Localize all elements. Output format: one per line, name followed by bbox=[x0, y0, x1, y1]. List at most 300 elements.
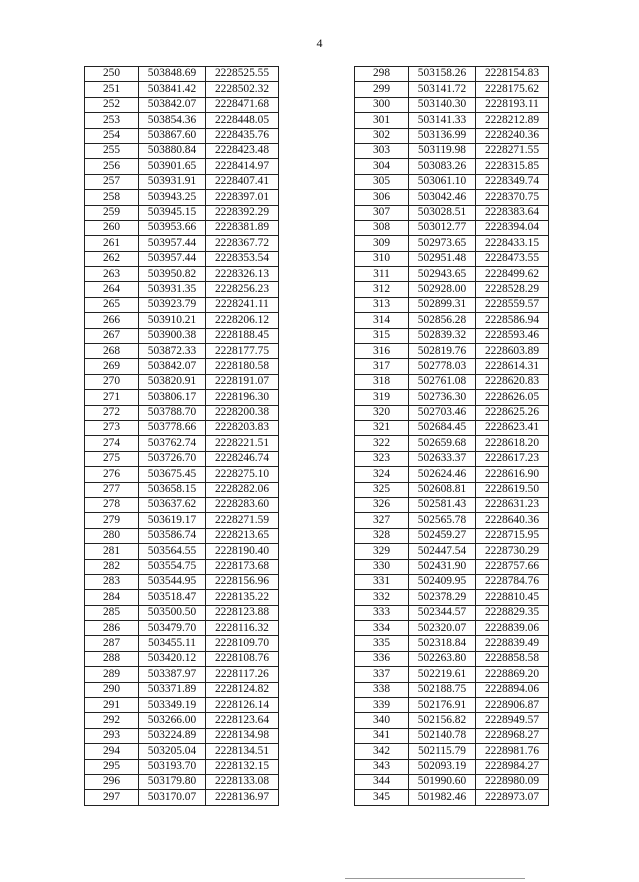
y-coordinate-cell: 2228839.49 bbox=[476, 636, 549, 651]
table-row bbox=[85, 667, 279, 682]
x-coordinate-cell: 503953.66 bbox=[139, 220, 206, 235]
x-coordinate-cell: 502839.32 bbox=[409, 328, 476, 343]
x-coordinate-cell: 502633.37 bbox=[409, 451, 476, 466]
point-number-cell: 253 bbox=[85, 113, 139, 128]
table-row bbox=[355, 190, 549, 205]
x-coordinate-cell: 502156.82 bbox=[409, 713, 476, 728]
x-coordinate-cell: 503854.36 bbox=[139, 113, 206, 128]
y-coordinate-cell: 2228980.09 bbox=[476, 774, 549, 789]
x-coordinate-cell: 502778.03 bbox=[409, 359, 476, 374]
table-row bbox=[355, 97, 549, 112]
point-number-cell: 271 bbox=[85, 390, 139, 405]
point-number-cell: 287 bbox=[85, 636, 139, 651]
x-coordinate-cell: 503083.26 bbox=[409, 159, 476, 174]
point-number-cell: 263 bbox=[85, 267, 139, 282]
point-number-cell: 255 bbox=[85, 143, 139, 158]
x-coordinate-cell: 502761.08 bbox=[409, 374, 476, 389]
table-row bbox=[85, 698, 279, 713]
y-coordinate-cell: 2228108.76 bbox=[206, 651, 279, 666]
table-row bbox=[355, 220, 549, 235]
table-row bbox=[355, 436, 549, 451]
point-number-cell: 314 bbox=[355, 313, 409, 328]
x-coordinate-cell: 502659.68 bbox=[409, 436, 476, 451]
point-number-cell: 328 bbox=[355, 528, 409, 543]
y-coordinate-cell: 2228603.89 bbox=[476, 344, 549, 359]
table-row bbox=[355, 544, 549, 559]
x-coordinate-cell: 503224.89 bbox=[139, 728, 206, 743]
y-coordinate-cell: 2228858.58 bbox=[476, 651, 549, 666]
y-coordinate-cell: 2228829.35 bbox=[476, 605, 549, 620]
x-coordinate-cell: 502951.48 bbox=[409, 251, 476, 266]
point-number-cell: 340 bbox=[355, 713, 409, 728]
table-row bbox=[355, 713, 549, 728]
x-coordinate-cell: 502431.90 bbox=[409, 559, 476, 574]
x-coordinate-cell: 502320.07 bbox=[409, 621, 476, 636]
y-coordinate-cell: 2228109.70 bbox=[206, 636, 279, 651]
x-coordinate-cell: 503420.12 bbox=[139, 651, 206, 666]
y-coordinate-cell: 2228984.27 bbox=[476, 759, 549, 774]
point-number-cell: 258 bbox=[85, 190, 139, 205]
y-coordinate-cell: 2228116.32 bbox=[206, 621, 279, 636]
point-number-cell: 334 bbox=[355, 621, 409, 636]
x-coordinate-cell: 501982.46 bbox=[409, 790, 476, 805]
point-number-cell: 342 bbox=[355, 744, 409, 759]
y-coordinate-cell: 2228906.87 bbox=[476, 698, 549, 713]
table-row bbox=[85, 359, 279, 374]
point-number-cell: 329 bbox=[355, 544, 409, 559]
point-number-cell: 321 bbox=[355, 420, 409, 435]
table-row bbox=[355, 359, 549, 374]
coordinates-table-left bbox=[84, 66, 279, 806]
x-coordinate-cell: 502943.65 bbox=[409, 267, 476, 282]
table-row bbox=[85, 728, 279, 743]
table-row bbox=[355, 559, 549, 574]
table-row bbox=[85, 482, 279, 497]
y-coordinate-cell: 2228282.06 bbox=[206, 482, 279, 497]
y-coordinate-cell: 2228810.45 bbox=[476, 590, 549, 605]
point-number-cell: 262 bbox=[85, 251, 139, 266]
y-coordinate-cell: 2228618.20 bbox=[476, 436, 549, 451]
x-coordinate-cell: 502409.95 bbox=[409, 574, 476, 589]
table-row bbox=[355, 698, 549, 713]
x-coordinate-cell: 502219.61 bbox=[409, 667, 476, 682]
table-row bbox=[85, 174, 279, 189]
table-row bbox=[85, 405, 279, 420]
x-coordinate-cell: 501990.60 bbox=[409, 774, 476, 789]
x-coordinate-cell: 503266.00 bbox=[139, 713, 206, 728]
table-row bbox=[355, 236, 549, 251]
point-number-cell: 309 bbox=[355, 236, 409, 251]
x-coordinate-cell: 503658.15 bbox=[139, 482, 206, 497]
table-row bbox=[85, 559, 279, 574]
point-number-cell: 311 bbox=[355, 267, 409, 282]
point-number-cell: 285 bbox=[85, 605, 139, 620]
point-number-cell: 277 bbox=[85, 482, 139, 497]
y-coordinate-cell: 2228869.20 bbox=[476, 667, 549, 682]
point-number-cell: 272 bbox=[85, 405, 139, 420]
y-coordinate-cell: 2228196.30 bbox=[206, 390, 279, 405]
table-row bbox=[355, 790, 549, 805]
x-coordinate-cell: 503945.15 bbox=[139, 205, 206, 220]
x-coordinate-cell: 503500.50 bbox=[139, 605, 206, 620]
y-coordinate-cell: 2228126.14 bbox=[206, 698, 279, 713]
y-coordinate-cell: 2228981.76 bbox=[476, 744, 549, 759]
table-row bbox=[85, 713, 279, 728]
point-number-cell: 261 bbox=[85, 236, 139, 251]
x-coordinate-cell: 503387.97 bbox=[139, 667, 206, 682]
table-row bbox=[85, 544, 279, 559]
table-row bbox=[85, 67, 279, 82]
table-row bbox=[85, 297, 279, 312]
x-coordinate-cell: 503371.89 bbox=[139, 682, 206, 697]
point-number-cell: 291 bbox=[85, 698, 139, 713]
x-coordinate-cell: 503193.70 bbox=[139, 759, 206, 774]
coordinates-table-right bbox=[354, 66, 549, 806]
y-coordinate-cell: 2228617.23 bbox=[476, 451, 549, 466]
x-coordinate-cell: 502176.91 bbox=[409, 698, 476, 713]
table-row bbox=[85, 774, 279, 789]
y-coordinate-cell: 2228353.54 bbox=[206, 251, 279, 266]
x-coordinate-cell: 503479.70 bbox=[139, 621, 206, 636]
point-number-cell: 269 bbox=[85, 359, 139, 374]
table-row bbox=[85, 97, 279, 112]
point-number-cell: 278 bbox=[85, 497, 139, 512]
x-coordinate-cell: 503923.79 bbox=[139, 297, 206, 312]
y-coordinate-cell: 2228246.74 bbox=[206, 451, 279, 466]
table-row bbox=[355, 67, 549, 82]
point-number-cell: 284 bbox=[85, 590, 139, 605]
point-number-cell: 274 bbox=[85, 436, 139, 451]
y-coordinate-cell: 2228193.11 bbox=[476, 97, 549, 112]
y-coordinate-cell: 2228271.59 bbox=[206, 513, 279, 528]
point-number-cell: 315 bbox=[355, 328, 409, 343]
x-coordinate-cell: 502736.30 bbox=[409, 390, 476, 405]
x-coordinate-cell: 502899.31 bbox=[409, 297, 476, 312]
point-number-cell: 323 bbox=[355, 451, 409, 466]
y-coordinate-cell: 2228730.29 bbox=[476, 544, 549, 559]
table-row bbox=[85, 159, 279, 174]
x-coordinate-cell: 503140.30 bbox=[409, 97, 476, 112]
y-coordinate-cell: 2228435.76 bbox=[206, 128, 279, 143]
y-coordinate-cell: 2228623.41 bbox=[476, 420, 549, 435]
point-number-cell: 265 bbox=[85, 297, 139, 312]
y-coordinate-cell: 2228626.05 bbox=[476, 390, 549, 405]
point-number-cell: 273 bbox=[85, 420, 139, 435]
point-number-cell: 338 bbox=[355, 682, 409, 697]
y-coordinate-cell: 2228136.97 bbox=[206, 790, 279, 805]
table-row bbox=[85, 528, 279, 543]
y-coordinate-cell: 2228367.72 bbox=[206, 236, 279, 251]
point-number-cell: 317 bbox=[355, 359, 409, 374]
point-number-cell: 286 bbox=[85, 621, 139, 636]
table-row bbox=[355, 574, 549, 589]
table-row bbox=[85, 267, 279, 282]
y-coordinate-cell: 2228240.36 bbox=[476, 128, 549, 143]
point-number-cell: 298 bbox=[355, 67, 409, 82]
x-coordinate-cell: 502581.43 bbox=[409, 497, 476, 512]
point-number-cell: 312 bbox=[355, 282, 409, 297]
y-coordinate-cell: 2228525.55 bbox=[206, 67, 279, 82]
y-coordinate-cell: 2228124.82 bbox=[206, 682, 279, 697]
table-row bbox=[355, 528, 549, 543]
table-row bbox=[355, 405, 549, 420]
x-coordinate-cell: 503910.21 bbox=[139, 313, 206, 328]
point-number-cell: 310 bbox=[355, 251, 409, 266]
y-coordinate-cell: 2228625.26 bbox=[476, 405, 549, 420]
point-number-cell: 301 bbox=[355, 113, 409, 128]
y-coordinate-cell: 2228619.50 bbox=[476, 482, 549, 497]
x-coordinate-cell: 503554.75 bbox=[139, 559, 206, 574]
point-number-cell: 292 bbox=[85, 713, 139, 728]
point-number-cell: 339 bbox=[355, 698, 409, 713]
x-coordinate-cell: 503179.80 bbox=[139, 774, 206, 789]
table-row bbox=[355, 667, 549, 682]
y-coordinate-cell: 2228614.31 bbox=[476, 359, 549, 374]
point-number-cell: 333 bbox=[355, 605, 409, 620]
table-row bbox=[355, 205, 549, 220]
table-row bbox=[355, 513, 549, 528]
x-coordinate-cell: 503950.82 bbox=[139, 267, 206, 282]
point-number-cell: 282 bbox=[85, 559, 139, 574]
x-coordinate-cell: 503119.98 bbox=[409, 143, 476, 158]
y-coordinate-cell: 2228221.51 bbox=[206, 436, 279, 451]
x-coordinate-cell: 503141.33 bbox=[409, 113, 476, 128]
x-coordinate-cell: 502140.78 bbox=[409, 728, 476, 743]
point-number-cell: 307 bbox=[355, 205, 409, 220]
y-coordinate-cell: 2228134.98 bbox=[206, 728, 279, 743]
x-coordinate-cell: 503205.04 bbox=[139, 744, 206, 759]
table-row bbox=[85, 420, 279, 435]
point-number-cell: 325 bbox=[355, 482, 409, 497]
point-number-cell: 267 bbox=[85, 328, 139, 343]
table-row bbox=[85, 467, 279, 482]
y-coordinate-cell: 2228123.64 bbox=[206, 713, 279, 728]
table-row bbox=[355, 251, 549, 266]
y-coordinate-cell: 2228133.08 bbox=[206, 774, 279, 789]
table-row bbox=[355, 774, 549, 789]
x-coordinate-cell: 502093.19 bbox=[409, 759, 476, 774]
table-row bbox=[355, 297, 549, 312]
y-coordinate-cell: 2228315.85 bbox=[476, 159, 549, 174]
point-number-cell: 268 bbox=[85, 344, 139, 359]
y-coordinate-cell: 2228593.46 bbox=[476, 328, 549, 343]
y-coordinate-cell: 2228123.88 bbox=[206, 605, 279, 620]
bottom-rule bbox=[345, 878, 525, 879]
x-coordinate-cell: 502318.84 bbox=[409, 636, 476, 651]
table-row bbox=[85, 621, 279, 636]
table-row bbox=[85, 220, 279, 235]
y-coordinate-cell: 2228275.10 bbox=[206, 467, 279, 482]
table-row bbox=[85, 513, 279, 528]
y-coordinate-cell: 2228213.65 bbox=[206, 528, 279, 543]
x-coordinate-cell: 503762.74 bbox=[139, 436, 206, 451]
point-number-cell: 288 bbox=[85, 651, 139, 666]
x-coordinate-cell: 503726.70 bbox=[139, 451, 206, 466]
y-coordinate-cell: 2228370.75 bbox=[476, 190, 549, 205]
y-coordinate-cell: 2228173.68 bbox=[206, 559, 279, 574]
point-number-cell: 305 bbox=[355, 174, 409, 189]
x-coordinate-cell: 503931.35 bbox=[139, 282, 206, 297]
table-row bbox=[355, 82, 549, 97]
y-coordinate-cell: 2228200.38 bbox=[206, 405, 279, 420]
table-row bbox=[355, 590, 549, 605]
y-coordinate-cell: 2228188.45 bbox=[206, 328, 279, 343]
y-coordinate-cell: 2228394.04 bbox=[476, 220, 549, 235]
point-number-cell: 337 bbox=[355, 667, 409, 682]
table-row bbox=[355, 605, 549, 620]
table-row bbox=[85, 574, 279, 589]
table-row bbox=[355, 420, 549, 435]
y-coordinate-cell: 2228784.76 bbox=[476, 574, 549, 589]
point-number-cell: 259 bbox=[85, 205, 139, 220]
x-coordinate-cell: 503778.66 bbox=[139, 420, 206, 435]
y-coordinate-cell: 2228502.32 bbox=[206, 82, 279, 97]
x-coordinate-cell: 502459.27 bbox=[409, 528, 476, 543]
table-row bbox=[85, 282, 279, 297]
x-coordinate-cell: 502856.28 bbox=[409, 313, 476, 328]
x-coordinate-cell: 503518.47 bbox=[139, 590, 206, 605]
point-number-cell: 257 bbox=[85, 174, 139, 189]
point-number-cell: 302 bbox=[355, 128, 409, 143]
y-coordinate-cell: 2228757.66 bbox=[476, 559, 549, 574]
table-row bbox=[355, 159, 549, 174]
y-coordinate-cell: 2228156.96 bbox=[206, 574, 279, 589]
point-number-cell: 316 bbox=[355, 344, 409, 359]
y-coordinate-cell: 2228241.11 bbox=[206, 297, 279, 312]
x-coordinate-cell: 503637.62 bbox=[139, 497, 206, 512]
x-coordinate-cell: 503042.46 bbox=[409, 190, 476, 205]
point-number-cell: 306 bbox=[355, 190, 409, 205]
table-row bbox=[355, 451, 549, 466]
y-coordinate-cell: 2228433.15 bbox=[476, 236, 549, 251]
table-row bbox=[85, 451, 279, 466]
table-row bbox=[85, 113, 279, 128]
table-row bbox=[85, 759, 279, 774]
point-number-cell: 295 bbox=[85, 759, 139, 774]
y-coordinate-cell: 2228473.55 bbox=[476, 251, 549, 266]
point-number-cell: 290 bbox=[85, 682, 139, 697]
x-coordinate-cell: 503136.99 bbox=[409, 128, 476, 143]
x-coordinate-cell: 503820.91 bbox=[139, 374, 206, 389]
point-number-cell: 254 bbox=[85, 128, 139, 143]
point-number-cell: 327 bbox=[355, 513, 409, 528]
y-coordinate-cell: 2228206.12 bbox=[206, 313, 279, 328]
y-coordinate-cell: 2228349.74 bbox=[476, 174, 549, 189]
x-coordinate-cell: 503012.77 bbox=[409, 220, 476, 235]
table-row bbox=[85, 190, 279, 205]
table-row bbox=[355, 467, 549, 482]
y-coordinate-cell: 2228586.94 bbox=[476, 313, 549, 328]
point-number-cell: 293 bbox=[85, 728, 139, 743]
table-row bbox=[85, 143, 279, 158]
y-coordinate-cell: 2228383.64 bbox=[476, 205, 549, 220]
y-coordinate-cell: 2228640.36 bbox=[476, 513, 549, 528]
y-coordinate-cell: 2228175.62 bbox=[476, 82, 549, 97]
point-number-cell: 308 bbox=[355, 220, 409, 235]
point-number-cell: 294 bbox=[85, 744, 139, 759]
table-row bbox=[355, 374, 549, 389]
y-coordinate-cell: 2228203.83 bbox=[206, 420, 279, 435]
y-coordinate-cell: 2228407.41 bbox=[206, 174, 279, 189]
point-number-cell: 289 bbox=[85, 667, 139, 682]
point-number-cell: 319 bbox=[355, 390, 409, 405]
x-coordinate-cell: 503880.84 bbox=[139, 143, 206, 158]
y-coordinate-cell: 2228381.89 bbox=[206, 220, 279, 235]
x-coordinate-cell: 503872.33 bbox=[139, 344, 206, 359]
x-coordinate-cell: 502344.57 bbox=[409, 605, 476, 620]
x-coordinate-cell: 502263.80 bbox=[409, 651, 476, 666]
x-coordinate-cell: 503564.55 bbox=[139, 544, 206, 559]
table-row bbox=[85, 497, 279, 512]
point-number-cell: 332 bbox=[355, 590, 409, 605]
x-coordinate-cell: 502188.75 bbox=[409, 682, 476, 697]
table-row bbox=[355, 682, 549, 697]
x-coordinate-cell: 503028.51 bbox=[409, 205, 476, 220]
table-row bbox=[85, 236, 279, 251]
table-row bbox=[85, 605, 279, 620]
table-row bbox=[355, 744, 549, 759]
y-coordinate-cell: 2228271.55 bbox=[476, 143, 549, 158]
point-number-cell: 336 bbox=[355, 651, 409, 666]
point-number-cell: 250 bbox=[85, 67, 139, 82]
table-row bbox=[355, 482, 549, 497]
point-number-cell: 252 bbox=[85, 97, 139, 112]
y-coordinate-cell: 2228397.01 bbox=[206, 190, 279, 205]
table-row bbox=[355, 328, 549, 343]
y-coordinate-cell: 2228949.57 bbox=[476, 713, 549, 728]
x-coordinate-cell: 502973.65 bbox=[409, 236, 476, 251]
y-coordinate-cell: 2228392.29 bbox=[206, 205, 279, 220]
x-coordinate-cell: 503675.45 bbox=[139, 467, 206, 482]
table-row bbox=[355, 621, 549, 636]
point-number-cell: 260 bbox=[85, 220, 139, 235]
x-coordinate-cell: 503170.07 bbox=[139, 790, 206, 805]
x-coordinate-cell: 503586.74 bbox=[139, 528, 206, 543]
x-coordinate-cell: 503806.17 bbox=[139, 390, 206, 405]
x-coordinate-cell: 503619.17 bbox=[139, 513, 206, 528]
x-coordinate-cell: 502928.00 bbox=[409, 282, 476, 297]
point-number-cell: 320 bbox=[355, 405, 409, 420]
table-row bbox=[85, 590, 279, 605]
point-number-cell: 281 bbox=[85, 544, 139, 559]
point-number-cell: 283 bbox=[85, 574, 139, 589]
point-number-cell: 275 bbox=[85, 451, 139, 466]
table-row bbox=[355, 143, 549, 158]
table-row bbox=[355, 728, 549, 743]
y-coordinate-cell: 2228180.58 bbox=[206, 359, 279, 374]
y-coordinate-cell: 2228326.13 bbox=[206, 267, 279, 282]
point-number-cell: 330 bbox=[355, 559, 409, 574]
x-coordinate-cell: 503931.91 bbox=[139, 174, 206, 189]
table-row bbox=[85, 682, 279, 697]
y-coordinate-cell: 2228620.83 bbox=[476, 374, 549, 389]
x-coordinate-cell: 502819.76 bbox=[409, 344, 476, 359]
table-row bbox=[355, 174, 549, 189]
point-number-cell: 299 bbox=[355, 82, 409, 97]
table-row bbox=[355, 497, 549, 512]
table-row bbox=[355, 651, 549, 666]
x-coordinate-cell: 503957.44 bbox=[139, 251, 206, 266]
x-coordinate-cell: 503867.60 bbox=[139, 128, 206, 143]
x-coordinate-cell: 502624.46 bbox=[409, 467, 476, 482]
table-row bbox=[85, 328, 279, 343]
y-coordinate-cell: 2228191.07 bbox=[206, 374, 279, 389]
point-number-cell: 266 bbox=[85, 313, 139, 328]
point-number-cell: 335 bbox=[355, 636, 409, 651]
y-coordinate-cell: 2228528.29 bbox=[476, 282, 549, 297]
point-number-cell: 270 bbox=[85, 374, 139, 389]
table-row bbox=[85, 313, 279, 328]
